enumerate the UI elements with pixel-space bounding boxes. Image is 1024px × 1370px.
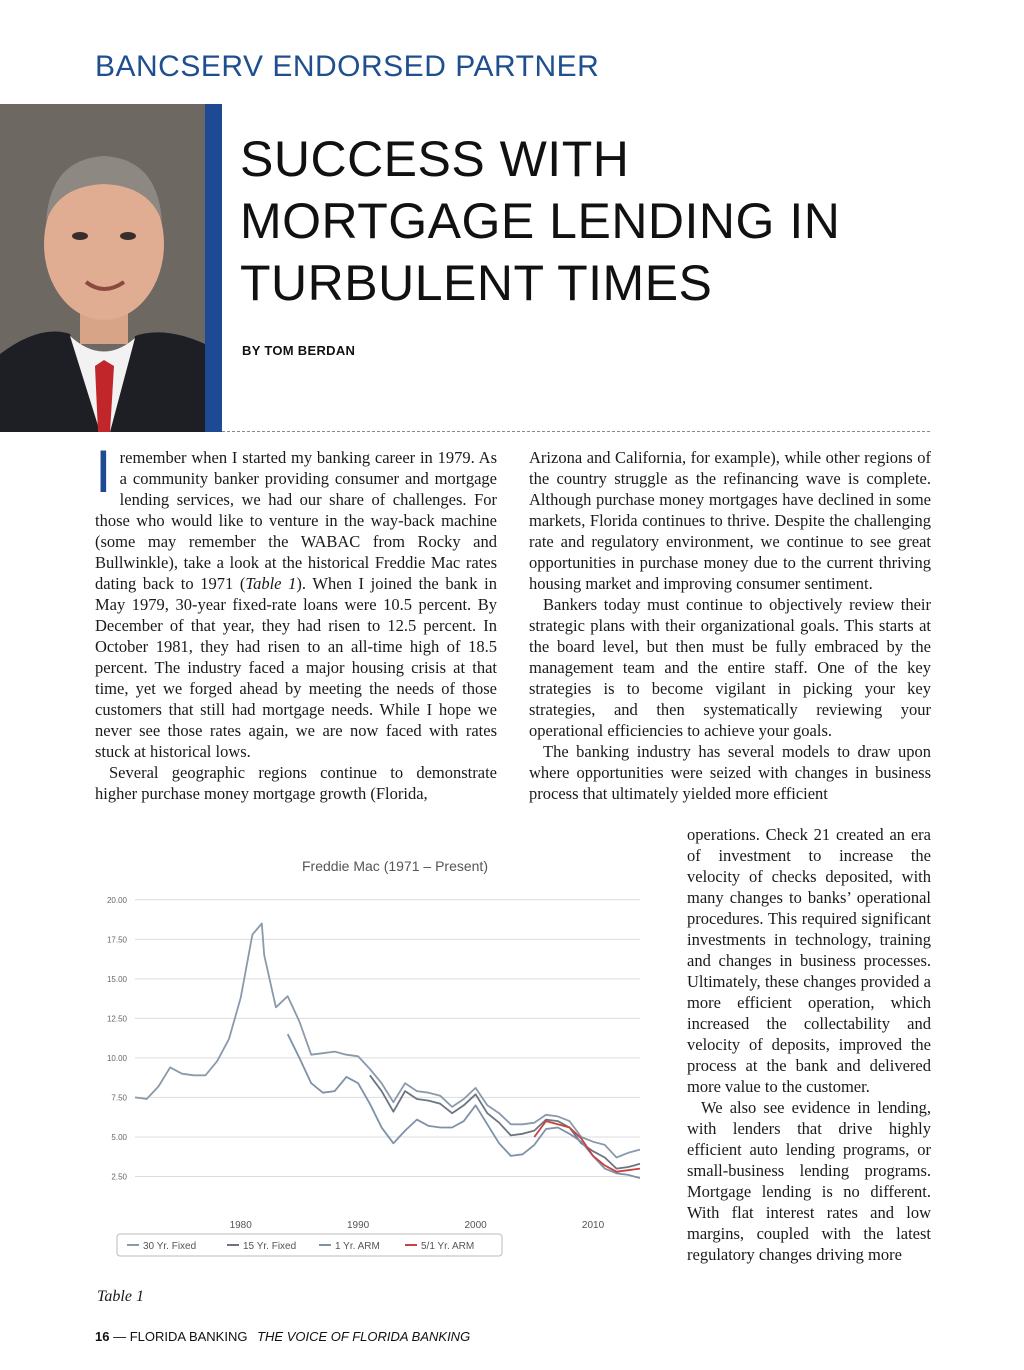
y-tick-label: 7.50 bbox=[111, 1093, 127, 1103]
drop-cap: I bbox=[95, 438, 112, 505]
x-tick-label: 2010 bbox=[581, 1220, 605, 1231]
byline: BY TOM BERDAN bbox=[242, 343, 356, 358]
body-paragraph: Bankers today must continue to objectively review their strategic plans with their organizational goals. This starts at the board level, but then must be fully embraced by the management team and the entire staff. One of the key strategies is to become vigilant in picking your key strategies, and then systematically reviewing your operational efficiencies to achieve your goals. bbox=[529, 595, 931, 740]
footer-dash: — bbox=[113, 1329, 127, 1344]
y-tick-label: 2.50 bbox=[111, 1172, 127, 1182]
x-tick-label: 1990 bbox=[347, 1220, 370, 1231]
y-tick-label: 17.50 bbox=[106, 935, 127, 945]
body-paragraph: Several geographic regions continue to demonstrate higher purchase money mortgage growth (Florida, bbox=[95, 763, 497, 803]
legend-label: 15 Yr. Fixed bbox=[243, 1241, 297, 1252]
paragraph-text: ). When I joined the bank in May 1979, 30-year fixed-rate loans were 10.5 percent. By December of that year, they had risen to 12.5 percent. In October 1981, they had risen to an all-time high of 18.5 percent. The industry faced a major housing crisis at that time, yet we forged ahead by meeting the needs of those customers that still had mortgage needs. While I hope we never see those rates again, we are now faced with rates stuck at historical lows. bbox=[95, 574, 497, 761]
body-paragraph: operations. Check 21 created an era of investment to increase the velocity of checks deposited, with many changes to banks’ operational procedures. This required significant investments in technology, training and changes in business processes. Ultimately, these changes provided a more efficient operation, which increased the collectability and velocity of deposits, improved the process at the bank and delivered more value to the customer. bbox=[687, 825, 931, 1096]
title-line-2: MORTGAGE LENDING IN bbox=[240, 193, 841, 249]
title-line-3: TURBULENT TIMES bbox=[240, 255, 713, 311]
series-line-30-yr-fixed bbox=[135, 924, 640, 1158]
x-tick-label: 1980 bbox=[229, 1220, 252, 1231]
body-paragraph: We also see evidence in lending, with lenders that drive highly efficient auto lending programs, or small-business lending programs. Mortgage lending is no different. With flat interest rates and low margins, coupled with the latest regulatory changes driving more bbox=[687, 1098, 931, 1264]
body-paragraph: The banking industry has several models to draw upon where opportunities were seized with changes in business process that ultimately yielded more efficient bbox=[529, 742, 931, 803]
body-paragraph bbox=[95, 438, 497, 762]
article-title bbox=[240, 128, 980, 314]
publication-name: FLORIDA BANKING bbox=[129, 1329, 248, 1344]
y-tick-label: 12.50 bbox=[106, 1014, 127, 1024]
chart-title: Freddie Mac (1971 – Present) bbox=[302, 858, 488, 874]
accent-bar bbox=[205, 104, 222, 432]
series-line-15-yr-fixed bbox=[370, 1075, 640, 1168]
rates-chart-svg bbox=[95, 846, 662, 1273]
table-reference: Table 1 bbox=[245, 574, 297, 593]
y-tick-label: 15.00 bbox=[106, 974, 127, 984]
x-tick-label: 2000 bbox=[464, 1220, 487, 1231]
body-column-left bbox=[95, 438, 497, 827]
table-caption: Table 1 bbox=[97, 1288, 144, 1305]
body-column-right bbox=[529, 447, 931, 804]
paragraph-text: remember when I started my banking career in 1979. As a community banker providing consumer and mortgage lending services, we had our share of challenges. For those who would like to venture in the way-back machine (some may remember the WABAC from Rocky and Bullwinkle), take a look at the historical Freddie Mac rates dating back to 1971 ( bbox=[95, 448, 497, 593]
publication-tagline: THE VOICE OF FLORIDA BANKING bbox=[257, 1329, 471, 1344]
author-portrait-image bbox=[0, 104, 205, 432]
body-paragraph: Arizona and California, for example), while other regions of the country struggle as the refinancing wave is complete. Although purchase money mortgages have declined in some markets, Florida continues to thrive. Despite the challenging rate and regulatory environment, we continue to see great opportunities in purchase money due to the current thriving housing market and improving consumer sentiment. bbox=[529, 448, 931, 593]
page-number: 16 bbox=[95, 1329, 110, 1344]
dashed-divider bbox=[222, 431, 930, 432]
page-footer bbox=[95, 1329, 470, 1344]
legend-label: 30 Yr. Fixed bbox=[143, 1241, 197, 1252]
legend-label: 5/1 Yr. ARM bbox=[421, 1241, 475, 1252]
body-column-right-wrap bbox=[687, 824, 931, 1265]
y-tick-label: 10.00 bbox=[106, 1053, 127, 1063]
legend-label: 1 Yr. ARM bbox=[335, 1241, 380, 1252]
y-tick-label: 20.00 bbox=[106, 895, 127, 905]
title-line-1: SUCCESS WITH bbox=[240, 131, 630, 187]
author-photo bbox=[0, 104, 205, 432]
section-kicker: BANCSERV ENDORSED PARTNER bbox=[95, 50, 600, 83]
rates-chart bbox=[95, 846, 662, 1273]
y-tick-label: 5.00 bbox=[111, 1132, 127, 1142]
